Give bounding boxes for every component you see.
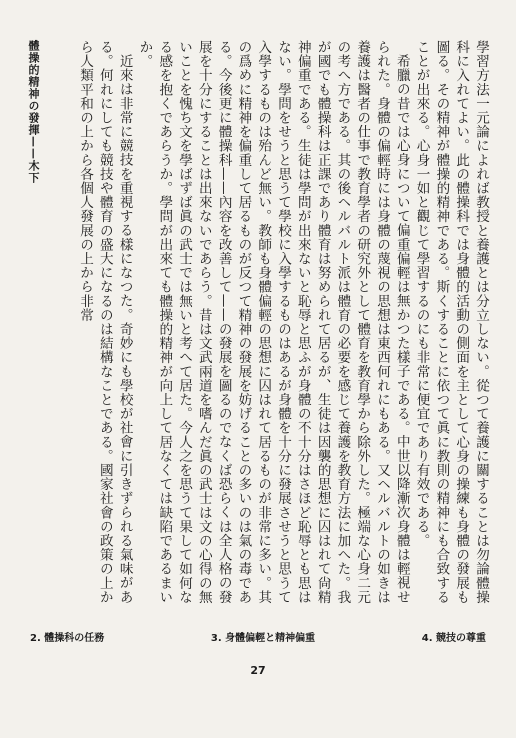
- note-4: 4. 競技の尊重: [421, 633, 486, 644]
- body-text: [50, 40, 490, 608]
- page-number: 27: [250, 664, 266, 677]
- paragraph-3: 近來は非常に競技を重視する樣になつた。奇妙にも學校が社會に引きずられる氣味がある。何れにしても競技や體育の盛大になるのは結構なことである。國家社會の政策の上から人類平和の上から各個人發展の上から非常: [77, 40, 133, 604]
- note-3: 3. 身體偏輕と精神偏重: [210, 633, 316, 644]
- note-2: 2. 體操科の任務: [30, 633, 105, 644]
- running-head: 體操的精神の發揮——木下: [27, 40, 40, 184]
- margin-notes: [30, 629, 486, 649]
- paragraph-2: 希臘の昔では心身について偏重偏輕は無かつた樣子である。中世以降漸次身體は輕視せられた。身體の偏輕時には身體の蔑視の思想は東西何れにもある。又ヘルバルトの如きは養護は醫者の仕事で教育學者の研究外として體育を教育學から除外した。極端な心身二元の考へ方である。其の後ヘルバルト派は體育の必要を感じて養護を教育方法に加へた。我が國でも體操科は正課であり體育は努められて居るが、生徒は因襲的思想に囚はれて尙精神偏重である。生徒は學問が出來ないと恥辱と思ふが身體の不十分はさほど恥辱とも思はない。學問をせうと思うて學校に入學するものはあるが身體を十分に發展させうと思うて入學するものは殆んど無い。教師も身體偏輕の思想に囚はれて居るものが非常に多い。其の爲めに精神を偏重して居るものが反つて精神の發展を妨げることの多いのは氣の毒である。今後更に體操科——內容を改善して——の發展を圖るのでなくば恐らくは全人格の發展を十分にすることは出來ないであらう。昔は文武兩道を嗜んだ眞の武士は文の心得の無いことを愧ち文を學ばずば眞の武士では無いと考へて居た。今人之を思うて果して如何なる感を抱くであらうか。學問が出來ても體操的精神が向上して居なくては缺陷であるまいか。: [136, 40, 410, 604]
- paragraph-1: 學習方法一元論によれば教授と養護とは分立しない。從つて養護に關することは勿論體操科に入れてよい。此の體操科では身體的活動の側面を主として心身の操練も身體の發展も圖る。その精神が體操的精神である。斯くすることに依つて眞に教則の精神にも合致することが出來る。心身一如と觀じて學習するのにも非常に便宜であり有效である。: [413, 40, 489, 604]
